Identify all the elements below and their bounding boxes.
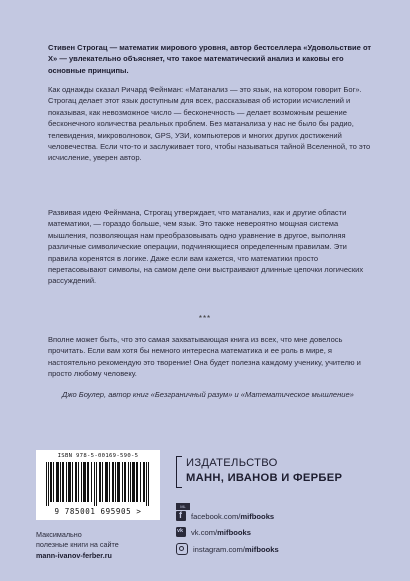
- promo-line-1: Максимально: [36, 530, 82, 539]
- vk-link[interactable]: [176, 527, 251, 537]
- facebook-icon: [176, 511, 186, 521]
- section-divider: ***: [198, 314, 212, 323]
- vk-prefix: vk.com/: [191, 527, 218, 537]
- publisher-bracket: [176, 456, 182, 488]
- barcode-digits: 9 785001 695905 >: [54, 507, 142, 516]
- description-paragraph-1: Как однажды сказал Ричард Фейнман: «Матанализ — это язык, на котором говорит Бог». Строгац делает этот язык доступным для всех, рассказывая об истории исчислений и показывая, как невозможное число — бесконечность — делает возможным решение бесконечного количества реальных проблем. Без матанализа у нас не было бы радио, телевидения, микроволновок, GPS, УЗИ, компьютеров и многих других достижений человечества. Если что-то и заслуживает того, чтобы называться тайной Вселенной, то это исчисление, уверен автор.: [48, 85, 371, 163]
- review-author: Джо Боулер, автор книг «Безграничный разум» и «Математическое мышление»: [62, 390, 354, 399]
- instagram-link[interactable]: [176, 543, 279, 555]
- ml-badge: ML: [176, 503, 190, 510]
- instagram-icon: [176, 543, 188, 555]
- publisher-name: МАНН, ИВАНОВ И ФЕРБЕР: [186, 472, 343, 484]
- isbn-barcode: [36, 450, 160, 520]
- facebook-handle: mifbooks: [240, 511, 275, 521]
- vk-handle: mifbooks: [217, 527, 251, 537]
- promo-text: [36, 530, 166, 561]
- lead-paragraph: Стивен Строгац — математик мирового уровня, автор бестселлера «Удовольствие от X» — увлекательно объясняет, что такое математический анализ и каковы его основные принципы.: [48, 43, 372, 75]
- instagram-handle: mifbooks: [244, 544, 279, 554]
- barcode-bars: [46, 462, 150, 506]
- website-link[interactable]: mann-ivanov-ferber.ru: [36, 550, 112, 560]
- publisher-label: ИЗДАТЕЛЬСТВО: [186, 457, 278, 469]
- description-paragraph-2: Развивая идею Фейнмана, Строгац утверждает, что матанализ, как и другие области математики, — гораздо больше, чем язык. Это также невероятно мощная система мышления, позволяющая нам преобразовывать одно уравнение в другое, выполняя различные символические операции, подчиняющиеся определенным правилам. Эти правила коренятся в логике. Даже если вам кажется, что математики просто перетасовывают символы, на самом деле они выстраивают длинные цепочки логических рассуждений.: [48, 208, 364, 286]
- promo-line-2: полезные книги на сайте: [36, 540, 119, 550]
- review-quote: Вполне может быть, что это самая захватывающая книга из всех, что мне довелось прочитать. Если вам хотя бы немного интересна математика и ее роль в мире, я настоятельно рекомендую это творение! Она будет полезна каждому ученику, учителю и просто любому человеку.: [48, 335, 361, 379]
- facebook-link[interactable]: [176, 511, 274, 521]
- instagram-prefix: instagram.com/: [193, 544, 245, 554]
- vk-icon: [176, 527, 186, 537]
- isbn-number: ISBN 978-5-00169-590-5: [57, 453, 139, 459]
- facebook-prefix: facebook.com/: [191, 511, 241, 521]
